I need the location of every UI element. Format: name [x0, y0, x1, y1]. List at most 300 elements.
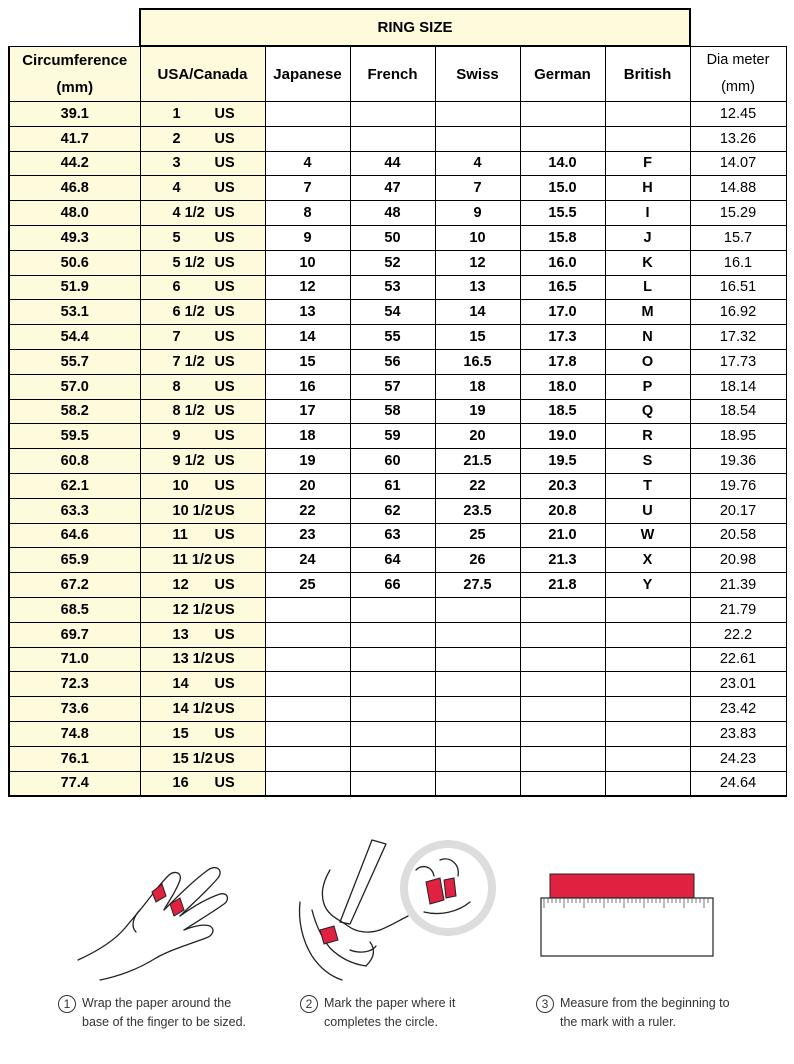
cell-swiss: 4: [435, 151, 520, 176]
usa-size: 7 1/2: [172, 353, 205, 370]
usa-unit: US: [214, 725, 235, 742]
table-row: [9, 399, 786, 424]
cell-swiss: 19: [435, 399, 520, 424]
usa-unit: US: [214, 155, 235, 172]
cell-usa-canada: [140, 399, 265, 424]
header-diameter: Dia meter (mm): [690, 46, 786, 102]
table-row: [9, 548, 786, 573]
cell-german: [520, 647, 605, 672]
table-row: [9, 325, 786, 350]
cell-swiss: [435, 126, 520, 151]
cell-german: [520, 672, 605, 697]
usa-size: 7: [172, 329, 181, 346]
usa-size: 5 1/2: [172, 254, 205, 271]
cell-british: J: [605, 225, 690, 250]
cell-swiss: 21.5: [435, 449, 520, 474]
cell-german: 15.5: [520, 201, 605, 226]
table-row: [9, 300, 786, 325]
cell-japanese: 12: [265, 275, 350, 300]
cell-swiss: 26: [435, 548, 520, 573]
cell-swiss: 20: [435, 424, 520, 449]
cell-british: M: [605, 300, 690, 325]
cell-japanese: 13: [265, 300, 350, 325]
table-row: [9, 697, 786, 722]
cell-diameter: 18.95: [690, 424, 786, 449]
cell-japanese: 10: [265, 250, 350, 275]
cell-swiss: [435, 647, 520, 672]
cell-french: 60: [350, 449, 435, 474]
cell-usa-canada: [140, 225, 265, 250]
cell-british: Q: [605, 399, 690, 424]
usa-size: 15 1/2: [172, 750, 213, 767]
cell-french: [350, 647, 435, 672]
table-row: [9, 721, 786, 746]
measuring-instructions: [0, 830, 794, 1064]
usa-unit: US: [214, 651, 235, 668]
cell-circumference: 59.5: [9, 424, 140, 449]
header-german: German: [520, 46, 605, 102]
cell-japanese: 22: [265, 498, 350, 523]
cell-swiss: [435, 672, 520, 697]
cell-german: 19.0: [520, 424, 605, 449]
cell-french: 54: [350, 300, 435, 325]
cell-french: 47: [350, 176, 435, 201]
cell-british: I: [605, 201, 690, 226]
cell-circumference: 63.3: [9, 498, 140, 523]
cell-japanese: [265, 721, 350, 746]
cell-british: [605, 697, 690, 722]
cell-british: O: [605, 349, 690, 374]
cell-diameter: 20.98: [690, 548, 786, 573]
cell-british: T: [605, 473, 690, 498]
table-row: [9, 151, 786, 176]
cell-usa-canada: [140, 721, 265, 746]
cell-usa-canada: [140, 746, 265, 771]
cell-usa-canada: [140, 349, 265, 374]
cell-british: [605, 597, 690, 622]
header-circumference: Circumference (mm): [9, 46, 140, 102]
cell-japanese: [265, 672, 350, 697]
table-row: [9, 498, 786, 523]
table-row: [9, 672, 786, 697]
cell-french: [350, 126, 435, 151]
cell-french: [350, 102, 435, 127]
cell-circumference: 49.3: [9, 225, 140, 250]
cell-french: 66: [350, 573, 435, 598]
cell-circumference: 77.4: [9, 771, 140, 796]
cell-japanese: [265, 771, 350, 796]
cell-french: 48: [350, 201, 435, 226]
table-row: [9, 573, 786, 598]
cell-swiss: 16.5: [435, 349, 520, 374]
cell-usa-canada: [140, 201, 265, 226]
cell-swiss: 15: [435, 325, 520, 350]
cell-diameter: 18.54: [690, 399, 786, 424]
cell-diameter: 17.32: [690, 325, 786, 350]
cell-british: U: [605, 498, 690, 523]
cell-japanese: 17: [265, 399, 350, 424]
usa-unit: US: [214, 750, 235, 767]
cell-french: [350, 672, 435, 697]
usa-size: 1: [172, 105, 181, 122]
usa-size: 16: [172, 775, 189, 792]
table-row: [9, 771, 786, 796]
cell-french: 55: [350, 325, 435, 350]
cell-german: 20.3: [520, 473, 605, 498]
usa-size: 15: [172, 725, 189, 742]
usa-size: 14 1/2: [172, 701, 213, 718]
step-2-caption: 2 Mark the paper where it completes the circle.: [300, 994, 455, 1031]
usa-unit: US: [214, 205, 235, 222]
usa-unit: US: [214, 279, 235, 296]
cell-french: 44: [350, 151, 435, 176]
header-usa-canada: USA/Canada: [140, 46, 265, 102]
cell-japanese: [265, 647, 350, 672]
cell-german: [520, 721, 605, 746]
cell-german: 18.5: [520, 399, 605, 424]
cell-british: N: [605, 325, 690, 350]
cell-circumference: 69.7: [9, 622, 140, 647]
step-1-caption: 1 Wrap the paper around the base of the finger to be sized.: [58, 994, 246, 1031]
cell-british: [605, 771, 690, 796]
cell-british: [605, 102, 690, 127]
cell-german: 16.5: [520, 275, 605, 300]
cell-circumference: 74.8: [9, 721, 140, 746]
cell-japanese: 18: [265, 424, 350, 449]
cell-japanese: [265, 597, 350, 622]
cell-circumference: 72.3: [9, 672, 140, 697]
cell-japanese: 14: [265, 325, 350, 350]
cell-german: 20.8: [520, 498, 605, 523]
cell-swiss: 25: [435, 523, 520, 548]
cell-usa-canada: [140, 473, 265, 498]
cell-swiss: [435, 622, 520, 647]
cell-german: [520, 746, 605, 771]
cell-swiss: 18: [435, 374, 520, 399]
cell-swiss: [435, 597, 520, 622]
cell-usa-canada: [140, 176, 265, 201]
usa-unit: US: [214, 229, 235, 246]
cell-usa-canada: [140, 151, 265, 176]
usa-unit: US: [214, 676, 235, 693]
cell-british: F: [605, 151, 690, 176]
ruler-measure-icon: [540, 870, 716, 960]
cell-french: 56: [350, 349, 435, 374]
usa-size: 9: [172, 428, 181, 445]
table-row: [9, 622, 786, 647]
cell-german: [520, 102, 605, 127]
cell-circumference: 62.1: [9, 473, 140, 498]
table-row: [9, 449, 786, 474]
cell-french: [350, 771, 435, 796]
cell-diameter: 19.76: [690, 473, 786, 498]
usa-size: 10: [172, 477, 189, 494]
usa-unit: US: [214, 577, 235, 594]
cell-british: L: [605, 275, 690, 300]
cell-swiss: 13: [435, 275, 520, 300]
cell-german: [520, 697, 605, 722]
cell-diameter: 20.58: [690, 523, 786, 548]
cell-diameter: 17.73: [690, 349, 786, 374]
cell-british: W: [605, 523, 690, 548]
cell-swiss: 23.5: [435, 498, 520, 523]
cell-swiss: [435, 721, 520, 746]
usa-unit: US: [214, 254, 235, 271]
cell-diameter: 24.23: [690, 746, 786, 771]
cell-german: 17.8: [520, 349, 605, 374]
cell-diameter: 24.64: [690, 771, 786, 796]
cell-japanese: [265, 126, 350, 151]
cell-circumference: 39.1: [9, 102, 140, 127]
cell-german: 17.0: [520, 300, 605, 325]
cell-usa-canada: [140, 126, 265, 151]
table-row: [9, 424, 786, 449]
header-french: French: [350, 46, 435, 102]
cell-diameter: 18.14: [690, 374, 786, 399]
usa-size: 11: [172, 527, 188, 544]
table-row: [9, 746, 786, 771]
cell-japanese: [265, 746, 350, 771]
step-3-caption: 3 Measure from the beginning to the mark with a ruler.: [536, 994, 730, 1031]
cell-usa-canada: [140, 498, 265, 523]
cell-diameter: 21.79: [690, 597, 786, 622]
cell-circumference: 53.1: [9, 300, 140, 325]
cell-circumference: 48.0: [9, 201, 140, 226]
cell-japanese: [265, 102, 350, 127]
table-row: [9, 126, 786, 151]
cell-british: S: [605, 449, 690, 474]
cell-circumference: 67.2: [9, 573, 140, 598]
cell-usa-canada: [140, 647, 265, 672]
cell-german: 15.8: [520, 225, 605, 250]
cell-british: P: [605, 374, 690, 399]
usa-unit: US: [214, 477, 235, 494]
cell-swiss: [435, 102, 520, 127]
cell-british: R: [605, 424, 690, 449]
cell-french: 59: [350, 424, 435, 449]
usa-size: 13: [172, 626, 189, 643]
table-row: [9, 102, 786, 127]
usa-size: 6 1/2: [172, 304, 205, 321]
usa-size: 5: [172, 229, 181, 246]
cell-japanese: 16: [265, 374, 350, 399]
usa-unit: US: [214, 775, 235, 792]
cell-diameter: 21.39: [690, 573, 786, 598]
cell-diameter: 12.45: [690, 102, 786, 127]
cell-french: 62: [350, 498, 435, 523]
cell-french: 58: [350, 399, 435, 424]
cell-circumference: 41.7: [9, 126, 140, 151]
cell-swiss: 27.5: [435, 573, 520, 598]
cell-diameter: 19.36: [690, 449, 786, 474]
cell-diameter: 15.29: [690, 201, 786, 226]
cell-swiss: 14: [435, 300, 520, 325]
cell-usa-canada: [140, 250, 265, 275]
cell-circumference: 64.6: [9, 523, 140, 548]
table-row: [9, 225, 786, 250]
cell-french: [350, 721, 435, 746]
cell-japanese: 19: [265, 449, 350, 474]
table-row: [9, 275, 786, 300]
table-row: [9, 374, 786, 399]
cell-diameter: 23.01: [690, 672, 786, 697]
cell-swiss: 12: [435, 250, 520, 275]
cell-usa-canada: [140, 622, 265, 647]
usa-size: 9 1/2: [172, 453, 205, 470]
cell-japanese: 20: [265, 473, 350, 498]
cell-diameter: 14.88: [690, 176, 786, 201]
cell-diameter: 16.92: [690, 300, 786, 325]
usa-size: 12 1/2: [172, 601, 213, 618]
usa-size: 3: [172, 155, 181, 172]
cell-german: 21.8: [520, 573, 605, 598]
cell-german: 21.3: [520, 548, 605, 573]
cell-british: [605, 746, 690, 771]
cell-swiss: 9: [435, 201, 520, 226]
cell-swiss: 10: [435, 225, 520, 250]
cell-diameter: 13.26: [690, 126, 786, 151]
cell-german: 17.3: [520, 325, 605, 350]
cell-french: [350, 697, 435, 722]
cell-circumference: 51.9: [9, 275, 140, 300]
cell-british: [605, 647, 690, 672]
cell-circumference: 50.6: [9, 250, 140, 275]
cell-japanese: 25: [265, 573, 350, 598]
cell-british: K: [605, 250, 690, 275]
cell-british: [605, 126, 690, 151]
usa-unit: US: [214, 601, 235, 618]
cell-usa-canada: [140, 300, 265, 325]
usa-unit: US: [214, 428, 235, 445]
usa-unit: US: [214, 626, 235, 643]
usa-size: 11 1/2: [172, 552, 213, 569]
header-british: British: [605, 46, 690, 102]
cell-circumference: 60.8: [9, 449, 140, 474]
table-row: [9, 473, 786, 498]
cell-circumference: 46.8: [9, 176, 140, 201]
cell-british: H: [605, 176, 690, 201]
cell-diameter: 16.51: [690, 275, 786, 300]
cell-german: 18.0: [520, 374, 605, 399]
table-title: RING SIZE: [140, 9, 690, 46]
cell-circumference: 68.5: [9, 597, 140, 622]
cell-japanese: 24: [265, 548, 350, 573]
usa-unit: US: [214, 353, 235, 370]
cell-german: 16.0: [520, 250, 605, 275]
cell-french: [350, 622, 435, 647]
cell-french: 50: [350, 225, 435, 250]
usa-size: 4 1/2: [172, 205, 205, 222]
usa-unit: US: [214, 180, 235, 197]
cell-french: 61: [350, 473, 435, 498]
cell-circumference: 73.6: [9, 697, 140, 722]
cell-british: [605, 672, 690, 697]
table-row: [9, 523, 786, 548]
cell-diameter: 22.2: [690, 622, 786, 647]
table-row: [9, 201, 786, 226]
header-swiss: Swiss: [435, 46, 520, 102]
cell-usa-canada: [140, 548, 265, 573]
cell-usa-canada: [140, 697, 265, 722]
usa-size: 14: [172, 676, 189, 693]
usa-unit: US: [214, 453, 235, 470]
cell-circumference: 57.0: [9, 374, 140, 399]
usa-size: 8: [172, 378, 181, 395]
cell-french: 52: [350, 250, 435, 275]
cell-german: [520, 771, 605, 796]
cell-japanese: [265, 697, 350, 722]
cell-diameter: 23.42: [690, 697, 786, 722]
cell-british: [605, 721, 690, 746]
usa-unit: US: [214, 130, 235, 147]
cell-german: 14.0: [520, 151, 605, 176]
cell-japanese: 7: [265, 176, 350, 201]
cell-usa-canada: [140, 424, 265, 449]
cell-german: [520, 622, 605, 647]
header-row: [9, 46, 786, 102]
cell-german: 19.5: [520, 449, 605, 474]
cell-diameter: 22.61: [690, 647, 786, 672]
cell-japanese: 4: [265, 151, 350, 176]
ring-size-table: [8, 8, 787, 797]
cell-swiss: [435, 697, 520, 722]
cell-diameter: 23.83: [690, 721, 786, 746]
usa-size: 10 1/2: [172, 502, 213, 519]
cell-diameter: 16.1: [690, 250, 786, 275]
cell-usa-canada: [140, 374, 265, 399]
cell-circumference: 58.2: [9, 399, 140, 424]
cell-usa-canada: [140, 597, 265, 622]
usa-unit: US: [214, 502, 235, 519]
usa-unit: US: [214, 527, 235, 544]
cell-circumference: 76.1: [9, 746, 140, 771]
usa-size: 6: [172, 279, 181, 296]
cell-diameter: 14.07: [690, 151, 786, 176]
table-row: [9, 647, 786, 672]
cell-british: [605, 622, 690, 647]
table-row: [9, 597, 786, 622]
cell-swiss: 7: [435, 176, 520, 201]
cell-french: 64: [350, 548, 435, 573]
cell-british: X: [605, 548, 690, 573]
cell-german: 21.0: [520, 523, 605, 548]
usa-unit: US: [214, 304, 235, 321]
hand-wrap-icon: [70, 840, 240, 990]
cell-german: [520, 597, 605, 622]
table-row: [9, 349, 786, 374]
cell-swiss: 22: [435, 473, 520, 498]
table-row: [9, 250, 786, 275]
usa-unit: US: [214, 701, 235, 718]
cell-japanese: 15: [265, 349, 350, 374]
cell-circumference: 54.4: [9, 325, 140, 350]
cell-usa-canada: [140, 449, 265, 474]
usa-size: 4: [172, 180, 181, 197]
cell-circumference: 65.9: [9, 548, 140, 573]
cell-usa-canada: [140, 275, 265, 300]
cell-french: [350, 597, 435, 622]
cell-usa-canada: [140, 102, 265, 127]
cell-usa-canada: [140, 771, 265, 796]
usa-unit: US: [214, 105, 235, 122]
cell-japanese: 8: [265, 201, 350, 226]
hand-mark-icon: [290, 830, 500, 990]
cell-japanese: [265, 622, 350, 647]
usa-unit: US: [214, 403, 235, 420]
usa-size: 2: [172, 130, 181, 147]
cell-british: Y: [605, 573, 690, 598]
cell-swiss: [435, 771, 520, 796]
